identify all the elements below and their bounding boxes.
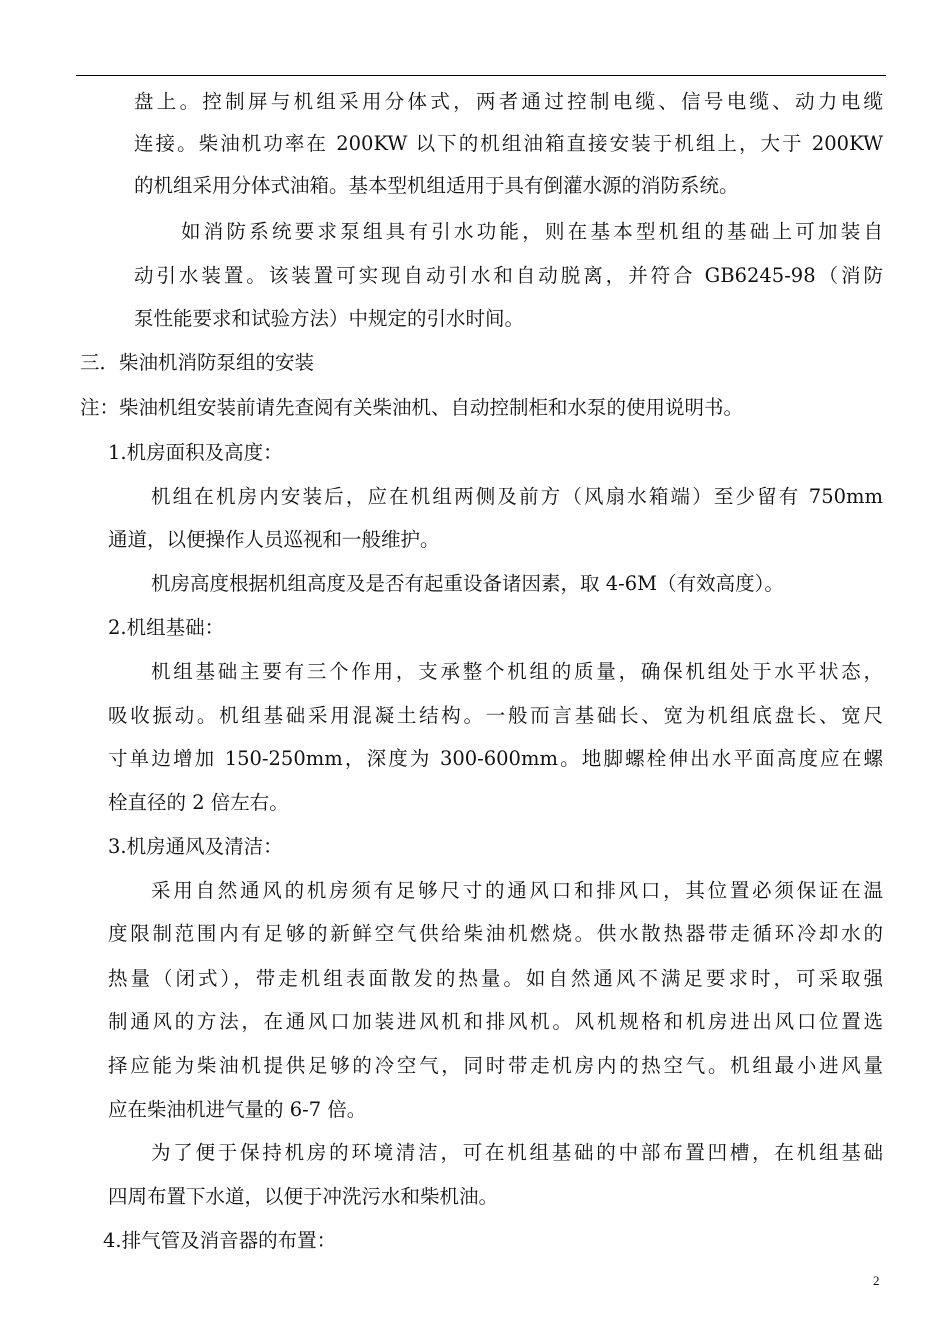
- body-line: 动引水装置。该装置可实现自动引水和自动脱离，并符合 GB6245-98（消防: [134, 264, 883, 287]
- subsection-heading: 3.机房通风及清洁：: [108, 835, 283, 858]
- body-line: 择应能为柴油机提供足够的冷空气，同时带走机房内的热空气。机组最小进风量: [108, 1054, 883, 1077]
- body-line: 机房高度根据机组高度及是否有起重设备诸因素，取 4-6M（有效高度）。: [151, 572, 784, 595]
- body-line: 的机组采用分体式油箱。基本型机组适用于具有倒灌水源的消防系统。: [134, 174, 739, 197]
- body-line: 应在柴油机进气量的 6-7 倍。: [108, 1098, 367, 1121]
- subsection-heading: 2.机组基础：: [108, 616, 225, 639]
- body-line: 为了便于保持机房的环境清洁，可在机组基础的中部布置凹槽，在机组基础: [151, 1141, 883, 1164]
- body-line: 采用自然通风的机房须有足够尺寸的通风口和排风口，其位置必须保证在温: [151, 879, 883, 902]
- section-heading: 三．柴油机消防泵组的安装: [80, 351, 315, 374]
- body-line: 栓直径的 2 倍左右。: [108, 791, 289, 814]
- header-rule: [76, 75, 886, 76]
- page-number: 2: [873, 1273, 880, 1288]
- body-line: 机组在机房内安装后，应在机组两侧及前方（风扇水箱端）至少留有 750mm: [151, 485, 883, 508]
- body-line: 度限制范围内有足够的新鲜空气供给柴油机燃烧。供水散热器带走循环冷却水的: [108, 922, 883, 945]
- body-line: 泵性能要求和试验方法）中规定的引水时间。: [134, 307, 525, 330]
- subsection-heading: 4.排气管及消音器的布置：: [103, 1229, 337, 1252]
- subsection-heading: 1.机房面积及高度：: [108, 441, 283, 464]
- body-line: 盘上。控制屏与机组采用分体式，两者通过控制电缆、信号电缆、动力电缆: [134, 90, 883, 113]
- body-line: 寸单边增加 150-250mm，深度为 300-600mm。地脚螺栓伸出水平面高度应在螺: [108, 747, 883, 770]
- body-line: 通道，以便操作人员巡视和一般维护。: [108, 528, 440, 551]
- note-line: 注：柴油机组安装前请先查阅有关柴油机、自动控制柜和水泵的使用说明书。: [80, 396, 744, 419]
- body-line: 连接。柴油机功率在 200KW 以下的机组油箱直接安装于机组上，大于 200KW: [134, 132, 883, 155]
- body-line: 制通风的方法，在通风口加装进风机和排风机。风机规格和机房进出风口位置选: [108, 1010, 883, 1033]
- body-line: 机组基础主要有三个作用，支承整个机组的质量，确保机组处于水平状态，: [151, 660, 883, 683]
- body-line: 吸收振动。机组基础采用混凝土结构。一般而言基础长、宽为机组底盘长、宽尺: [108, 704, 883, 727]
- body-line: 四周布置下水道，以便于冲洗污水和柴机油。: [108, 1185, 499, 1208]
- body-line: 热量（闭式），带走机组表面散发的热量。如自然通风不满足要求时，可采取强: [108, 967, 883, 990]
- body-line: 如消防系统要求泵组具有引水功能，则在基本型机组的基础上可加装自: [181, 220, 883, 243]
